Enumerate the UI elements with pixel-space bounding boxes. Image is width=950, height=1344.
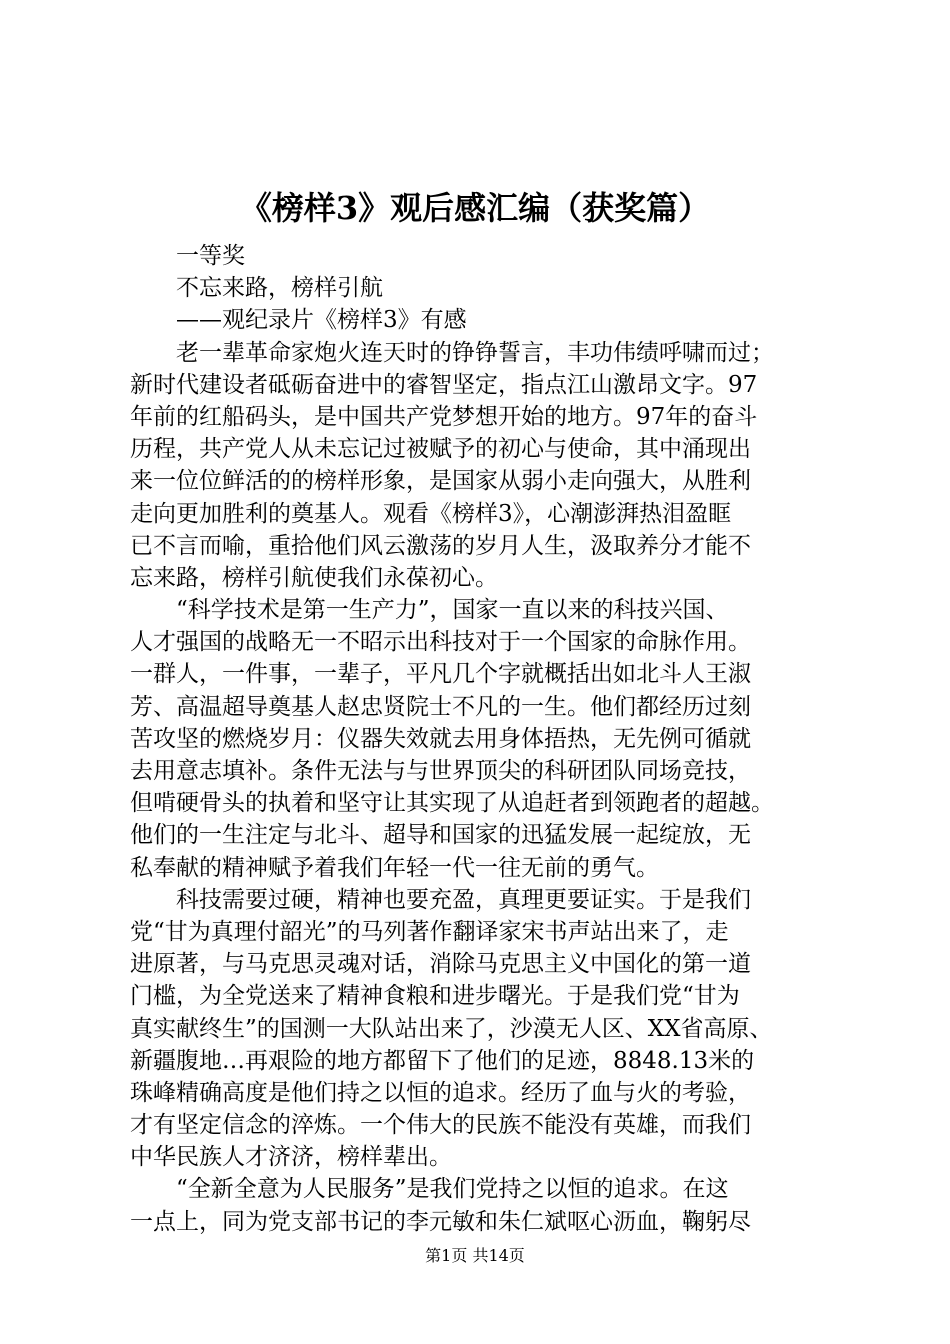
text-line: 一等奖 <box>176 243 245 269</box>
text-line: 他们的一生注定与北斗、超导和国家的迅猛发展一起绽放，无 <box>130 822 751 849</box>
text-line: 芳、高温超导奠基人赵忠贤院士不凡的一生。他们都经历过刻 <box>130 693 751 720</box>
text-line: 忘来路，榜样引航使我们永葆初心。 <box>130 564 498 591</box>
text-line: 人才强国的战略无一不昭示出科技对于一个国家的命脉作用。 <box>130 629 751 656</box>
text-line: 新疆腹地…再艰险的地方都留下了他们的足迹，8848.13米的 <box>130 1047 755 1074</box>
text-line: “科学技术是第一生产力”，国家一直以来的科技兴国、 <box>176 597 729 624</box>
text-line: 门槛，为全党送来了精神食粮和进步曙光。于是我们党“甘为 <box>130 983 740 1010</box>
text-line: 老一辈革命家炮火连天时的铮铮誓言，丰功伟绩呼啸而过； <box>176 339 774 366</box>
document-body <box>130 240 830 1238</box>
text-line: 科技需要过硬，精神也要充盈，真理更要证实。于是我们 <box>176 886 751 913</box>
text-line: 私奉献的精神赋予着我们年轻一代一往无前的勇气。 <box>130 854 659 881</box>
text-line: “全新全意为人民服务”是我们党持之以恒的追求。在这 <box>176 1176 729 1203</box>
text-line: ——观纪录片《榜样3》有感 <box>176 307 467 334</box>
text-line: 才有坚定信念的淬炼。一个伟大的民族不能没有英雄，而我们 <box>130 1112 751 1139</box>
text-line: 年前的红船码头，是中国共产党梦想开始的地方。97年的奋斗 <box>130 403 758 430</box>
text-line: 一群人，一件事，一辈子，平凡几个字就概括出如北斗人王淑 <box>130 661 751 688</box>
text-line: 去用意志填补。条件无法与与世界顶尖的科研团队同场竞技， <box>130 758 751 784</box>
text-line: 苦攻坚的燃烧岁月：仪器失效就去用身体捂热，无先例可循就 <box>130 725 751 752</box>
text-line: 珠峰精确高度是他们持之以恒的追求。经历了血与火的考验， <box>130 1079 751 1106</box>
text-line: 一点上，同为党支部书记的李元敏和朱仁斌呕心沥血，鞠躬尽 <box>130 1208 751 1235</box>
text-line: 已不言而喻，重拾他们风云激荡的岁月人生，汲取养分才能不 <box>130 532 751 559</box>
document-title: 《榜样3》观后感汇编（获奖篇） <box>239 189 711 227</box>
text-line: 新时代建设者砥砺奋进中的睿智坚定，指点江山激昂文字。97 <box>130 371 758 398</box>
text-line: 中华民族人才济济，榜样辈出。 <box>130 1144 452 1171</box>
text-line: 但啃硬骨头的执着和坚守让其实现了从追赶者到领跑者的超越。 <box>130 790 774 817</box>
text-line: 不忘来路，榜样引航 <box>176 275 383 302</box>
text-line: 走向更加胜利的奠基人。观看《榜样3》，心潮澎湃热泪盈眶 <box>130 500 732 527</box>
text-line: 历程，共产党人从未忘记过被赋予的初心与使命，其中涌现出 <box>130 436 751 463</box>
text-line: 党“甘为真理付韶光”的马列著作翻译家宋书声站出来了，走 <box>130 918 729 945</box>
text-line: 真实献终生”的国测一大队站出来了，沙漠无人区、XX省高原、 <box>130 1015 773 1042</box>
text-line: 进原著，与马克思灵魂对话，消除马克思主义中国化的第一道 <box>130 951 751 978</box>
text-line: 来一位位鲜活的的榜样形象，是国家从弱小走向强大，从胜利 <box>130 468 751 495</box>
page-footer: 第1页 共14页 <box>425 1246 525 1265</box>
